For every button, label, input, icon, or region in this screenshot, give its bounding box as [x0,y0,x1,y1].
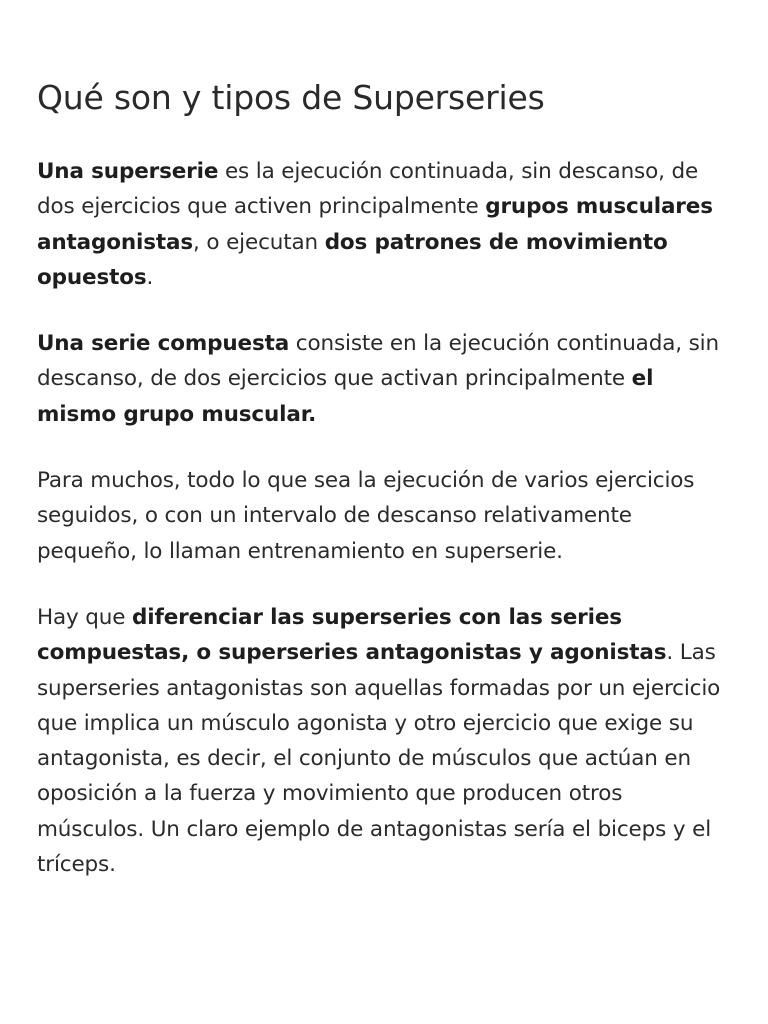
page-title: Qué son y tipos de Superseries [37,78,545,117]
paragraph-text: . Las superseries antagonistas son aquellas formadas por un ejercicio que implica un músculo agonista y otro ejercicio que exige su antagonista, es decir, el conjunto de músculos que actúan en oposición a la fuerza y movimiento que producen otros músculos. Un claro ejemplo de antagonistas sería el biceps y el tríceps. [37,640,721,878]
paragraph-text: Hay que [37,604,133,630]
bold-term: grupos musculares antagonistas [37,194,713,255]
paragraph-diferenciar [37,600,731,882]
paragraph-text: consiste en la ejecución continuada, sin descanso, de dos ejercicios que activan principalmente [37,331,719,392]
bold-term: diferenciar las superseries con las series compuestas, o superseries antagonistas y agonistas [37,604,667,666]
paragraph-text: . [146,264,154,290]
bold-term: Una serie compuesta [37,331,290,357]
bold-term: el mismo grupo muscular. [37,366,654,427]
paragraph-para-muchos [37,463,731,569]
bold-term: Una superserie [37,159,219,184]
paragraph-text: Para muchos, todo lo que sea la ejecución de varios ejercicios seguidos, o con un intervalo de descanso relativamente pequeño, lo llaman entrenamiento en superserie. [37,468,695,564]
paragraph-superserie [37,154,731,295]
paragraph-text: , o ejecutan [193,229,325,255]
paragraph-text: es la ejecución continuada, sin descanso, de dos ejercicios que activen principalmente [37,159,699,220]
paragraph-serie-compuesta [37,326,731,432]
bold-term: dos patrones de movimiento opuestos [37,229,668,290]
